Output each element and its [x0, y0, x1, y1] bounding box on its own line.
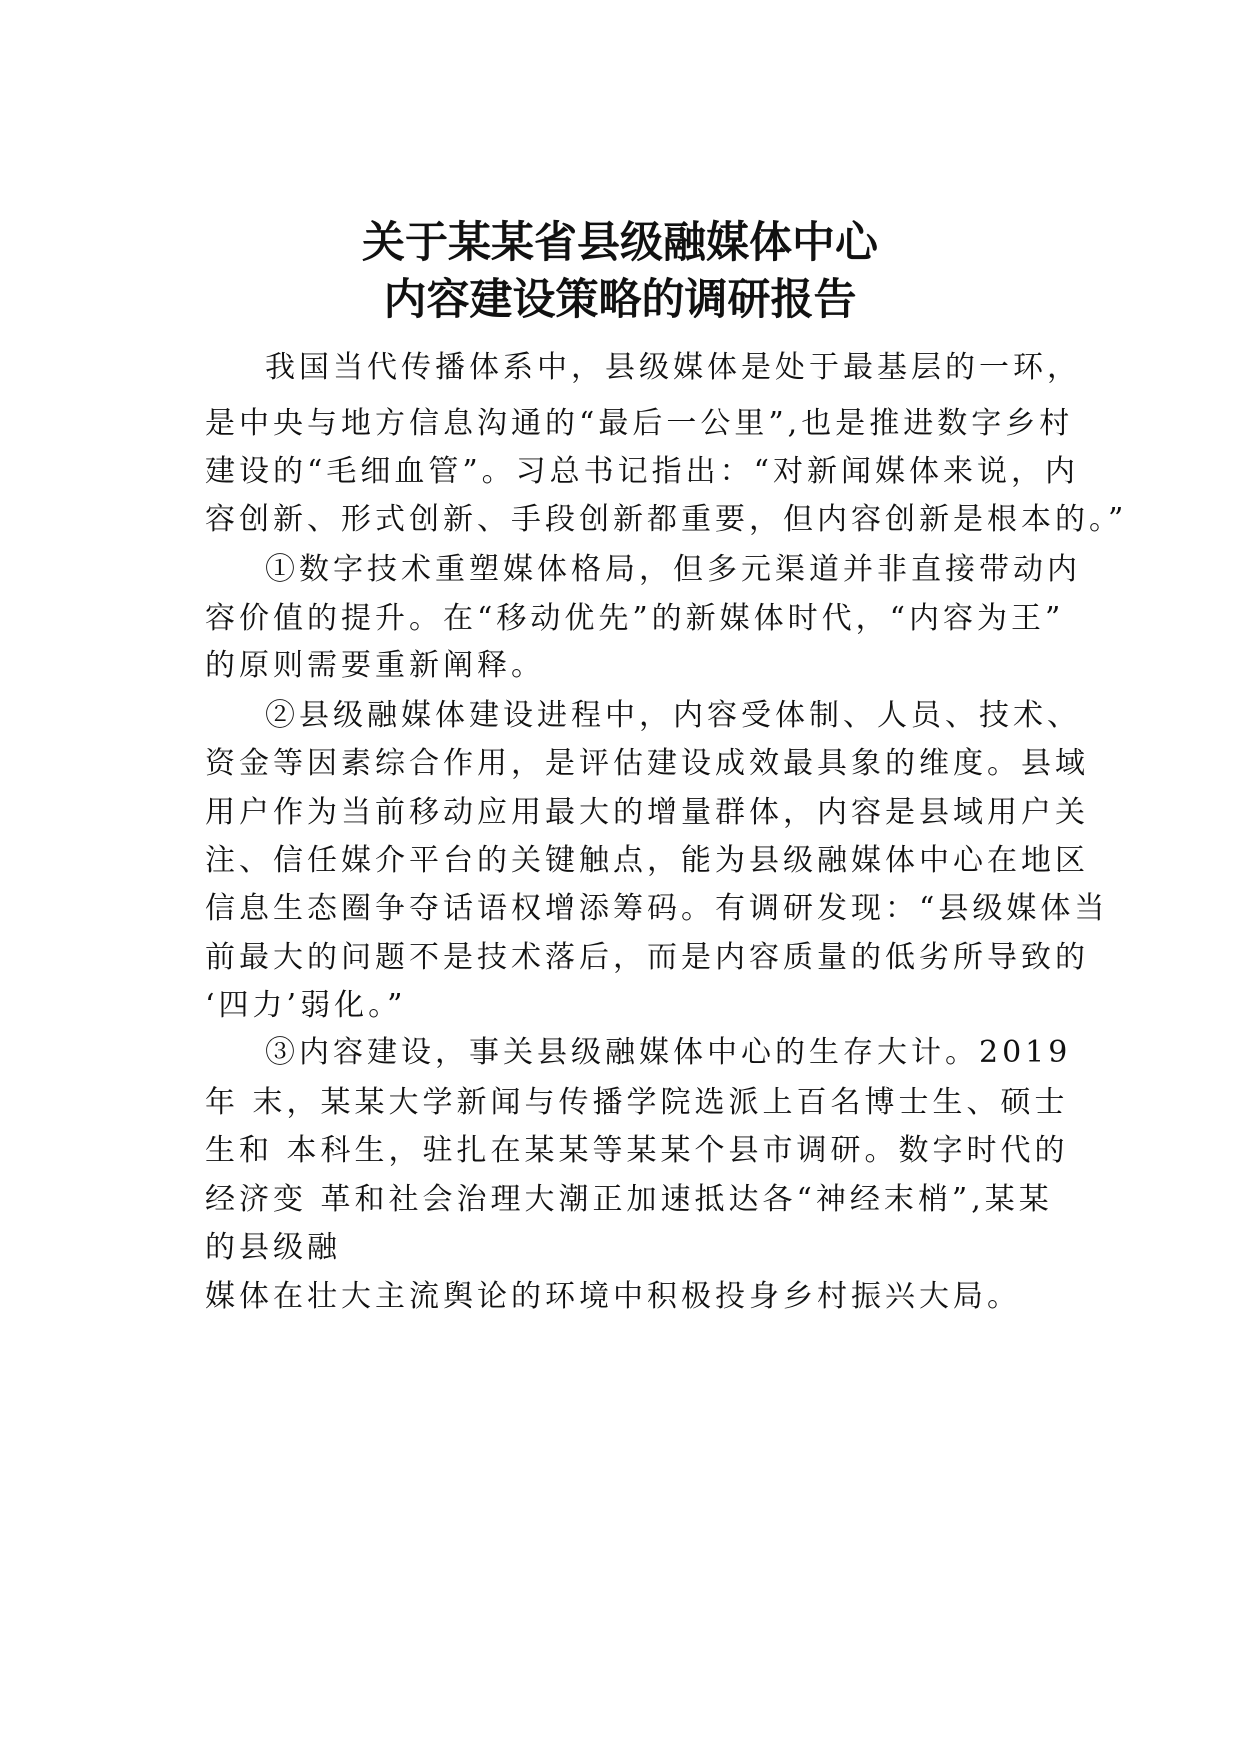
- title-line-2: 内容建设策略的调研报告: [383, 275, 857, 325]
- paragraph-4-line-4: 经济变 革和社会治理大潮正加速抵达各“神经末梢”,某某: [205, 1182, 1053, 1217]
- paragraph-2-line-1: ①数字技术重塑媒体格局，但多元渠道并非直接带动内: [265, 552, 1081, 587]
- paragraph-3-line-2: 资金等因素综合作用，是评估建设成效最具象的维度。县域: [205, 746, 1089, 781]
- paragraph-2-line-2: 容价值的提升。在“移动优先”的新媒体时代，“内容为王”: [205, 601, 1065, 636]
- paragraph-1-line-4: 容创新、形式创新、手段创新都重要，但内容创新是根本的。”: [205, 502, 1128, 537]
- title-line-1: 关于某某省县级融媒体中心: [362, 218, 878, 268]
- paragraph-1-line-1: 我国当代传播体系中，县级媒体是处于最基层的一环，: [265, 350, 1081, 385]
- paragraph-3-line-1: ②县级融媒体建设进程中，内容受体制、人员、技术、: [265, 698, 1081, 733]
- paragraph-4-line-2: 年 末，某某大学新闻与传播学院选派上百名博士生、硕士: [205, 1085, 1069, 1120]
- paragraph-4-line-6: 媒体在壮大主流舆论的环境中积极投身乡村振兴大局。: [205, 1279, 1021, 1314]
- paragraph-3-line-5: 信息生态圈争夺话语权增添筹码。有调研发现：“县级媒体当: [205, 891, 1109, 926]
- paragraph-3-line-4: 注、信任媒介平台的关键触点，能为县级融媒体中心在地区: [205, 843, 1089, 878]
- document-title: [0, 215, 1240, 329]
- paragraph-3-line-7: ‘四力’弱化。”: [205, 988, 407, 1023]
- paragraph-2-line-3: 的原则需要重新阐释。: [205, 648, 545, 683]
- paragraph-3-line-3: 用户作为当前移动应用最大的增量群体，内容是县域用户关: [205, 795, 1089, 830]
- paragraph-1-line-3: 建设的“毛细血管”。习总书记指出：“对新闻媒体来说，内: [205, 454, 1080, 489]
- paragraph-3-line-6: 前最大的问题不是技术落后，而是内容质量的低劣所导致的: [205, 940, 1089, 975]
- paragraph-4-line-1: ③内容建设，事关县级融媒体中心的生存大计。2019: [265, 1035, 1072, 1070]
- paragraph-1-line-2: 是中央与地方信息沟通的“最后一公里”,也是推进数字乡村: [205, 406, 1074, 441]
- paragraph-4-line-5: 的县级融: [205, 1230, 341, 1265]
- paragraph-4-line-3: 生和 本科生，驻扎在某某等某某个县市调研。数字时代的: [205, 1133, 1069, 1168]
